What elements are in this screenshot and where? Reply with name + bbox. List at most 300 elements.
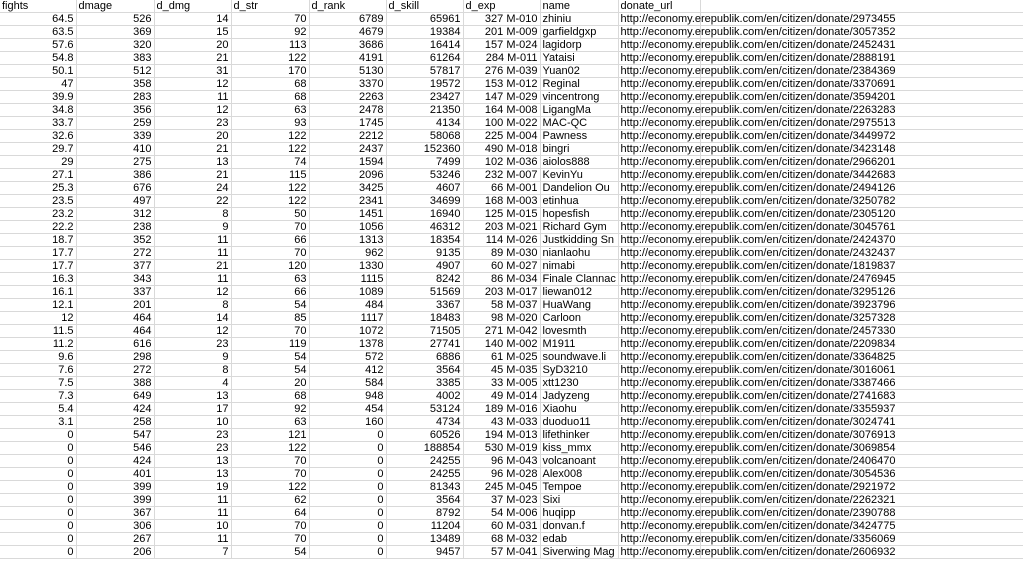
cell-name[interactable]: SyD3210 xyxy=(540,364,618,377)
cell-donate-url[interactable]: http://economy.erepublik.com/en/citizen/donate/1819837 xyxy=(618,260,700,273)
cell-dmage[interactable]: 320 xyxy=(76,39,154,52)
cell-d-str[interactable]: 64 xyxy=(231,507,309,520)
cell-fights[interactable]: 23.2 xyxy=(0,208,76,221)
cell-dmage[interactable]: 206 xyxy=(76,546,154,559)
cell-d-str[interactable]: 92 xyxy=(231,26,309,39)
cell-d-exp[interactable]: 225 M-004 xyxy=(463,130,540,143)
cell-d-dmg[interactable]: 11 xyxy=(154,533,231,546)
cell-d-skill[interactable]: 53246 xyxy=(386,169,463,182)
cell-d-skill[interactable]: 3564 xyxy=(386,364,463,377)
cell-d-rank[interactable]: 1115 xyxy=(309,273,386,286)
cell-d-exp[interactable]: 37 M-023 xyxy=(463,494,540,507)
cell-dmage[interactable]: 298 xyxy=(76,351,154,364)
column-header-d-str[interactable]: d_str xyxy=(231,0,309,13)
cell-donate-url[interactable]: http://economy.erepublik.com/en/citizen/donate/3250782 xyxy=(618,195,700,208)
cell-name[interactable]: Yuan02 xyxy=(540,65,618,78)
cell-d-rank[interactable]: 1117 xyxy=(309,312,386,325)
cell-d-dmg[interactable]: 23 xyxy=(154,442,231,455)
cell-fights[interactable]: 0 xyxy=(0,507,76,520)
cell-d-skill[interactable]: 46312 xyxy=(386,221,463,234)
cell-d-str[interactable]: 50 xyxy=(231,208,309,221)
cell-d-exp[interactable]: 164 M-008 xyxy=(463,104,540,117)
cell-name[interactable]: Sixi xyxy=(540,494,618,507)
cell-d-dmg[interactable]: 24 xyxy=(154,182,231,195)
cell-d-exp[interactable]: 102 M-036 xyxy=(463,156,540,169)
cell-d-rank[interactable]: 0 xyxy=(309,533,386,546)
cell-d-skill[interactable]: 6886 xyxy=(386,351,463,364)
cell-d-exp[interactable]: 284 M-011 xyxy=(463,52,540,65)
cell-d-dmg[interactable]: 20 xyxy=(154,130,231,143)
cell-d-skill[interactable]: 9135 xyxy=(386,247,463,260)
cell-name[interactable]: Justkidding Sn xyxy=(540,234,618,247)
cell-d-rank[interactable]: 2096 xyxy=(309,169,386,182)
cell-dmage[interactable]: 676 xyxy=(76,182,154,195)
cell-fights[interactable]: 22.2 xyxy=(0,221,76,234)
cell-d-exp[interactable]: 43 M-033 xyxy=(463,416,540,429)
cell-name[interactable]: kiss_mmx xyxy=(540,442,618,455)
cell-donate-url[interactable]: http://economy.erepublik.com/en/citizen/donate/3923796 xyxy=(618,299,700,312)
cell-d-skill[interactable]: 65961 xyxy=(386,13,463,26)
cell-d-rank[interactable]: 4191 xyxy=(309,52,386,65)
cell-d-exp[interactable]: 327 M-010 xyxy=(463,13,540,26)
cell-d-dmg[interactable]: 10 xyxy=(154,416,231,429)
cell-donate-url[interactable]: http://economy.erepublik.com/en/citizen/donate/3355937 xyxy=(618,403,700,416)
cell-d-exp[interactable]: 66 M-001 xyxy=(463,182,540,195)
cell-name[interactable]: Reginal xyxy=(540,78,618,91)
cell-dmage[interactable]: 526 xyxy=(76,13,154,26)
cell-dmage[interactable]: 283 xyxy=(76,91,154,104)
cell-fights[interactable]: 0 xyxy=(0,442,76,455)
cell-name[interactable]: aiolos888 xyxy=(540,156,618,169)
cell-d-rank[interactable]: 454 xyxy=(309,403,386,416)
cell-d-skill[interactable]: 11204 xyxy=(386,520,463,533)
cell-fights[interactable]: 32.6 xyxy=(0,130,76,143)
cell-d-exp[interactable]: 276 M-039 xyxy=(463,65,540,78)
cell-d-str[interactable]: 54 xyxy=(231,364,309,377)
cell-fights[interactable]: 11.2 xyxy=(0,338,76,351)
cell-fights[interactable]: 12 xyxy=(0,312,76,325)
cell-d-str[interactable]: 121 xyxy=(231,429,309,442)
cell-donate-url[interactable]: http://economy.erepublik.com/en/citizen/donate/2741683 xyxy=(618,390,700,403)
cell-d-rank[interactable]: 1330 xyxy=(309,260,386,273)
cell-d-dmg[interactable]: 9 xyxy=(154,351,231,364)
cell-dmage[interactable]: 383 xyxy=(76,52,154,65)
cell-name[interactable]: etinhua xyxy=(540,195,618,208)
cell-dmage[interactable]: 306 xyxy=(76,520,154,533)
cell-name[interactable]: Tempoe xyxy=(540,481,618,494)
cell-d-rank[interactable]: 1313 xyxy=(309,234,386,247)
cell-donate-url[interactable]: http://economy.erepublik.com/en/citizen/donate/2975513 xyxy=(618,117,700,130)
cell-d-exp[interactable]: 203 M-017 xyxy=(463,286,540,299)
cell-dmage[interactable]: 312 xyxy=(76,208,154,221)
cell-d-exp[interactable]: 61 M-025 xyxy=(463,351,540,364)
cell-d-rank[interactable]: 5130 xyxy=(309,65,386,78)
cell-dmage[interactable]: 546 xyxy=(76,442,154,455)
cell-dmage[interactable]: 267 xyxy=(76,533,154,546)
cell-dmage[interactable]: 547 xyxy=(76,429,154,442)
cell-d-str[interactable]: 122 xyxy=(231,182,309,195)
cell-d-rank[interactable]: 2437 xyxy=(309,143,386,156)
cell-d-str[interactable]: 115 xyxy=(231,169,309,182)
cell-d-skill[interactable]: 57817 xyxy=(386,65,463,78)
cell-donate-url[interactable]: http://economy.erepublik.com/en/citizen/donate/2476945 xyxy=(618,273,700,286)
cell-name[interactable]: Dandelion Ou xyxy=(540,182,618,195)
cell-donate-url[interactable]: http://economy.erepublik.com/en/citizen/donate/2966201 xyxy=(618,156,700,169)
cell-d-skill[interactable]: 9457 xyxy=(386,546,463,559)
cell-d-skill[interactable]: 4607 xyxy=(386,182,463,195)
cell-d-exp[interactable]: 98 M-020 xyxy=(463,312,540,325)
cell-name[interactable]: donvan.f xyxy=(540,520,618,533)
cell-d-rank[interactable]: 4679 xyxy=(309,26,386,39)
cell-d-skill[interactable]: 3564 xyxy=(386,494,463,507)
cell-name[interactable]: hopesfish xyxy=(540,208,618,221)
cell-d-str[interactable]: 122 xyxy=(231,143,309,156)
cell-d-dmg[interactable]: 15 xyxy=(154,26,231,39)
cell-fights[interactable]: 16.1 xyxy=(0,286,76,299)
cell-d-exp[interactable]: 271 M-042 xyxy=(463,325,540,338)
cell-d-rank[interactable]: 0 xyxy=(309,546,386,559)
cell-d-str[interactable]: 63 xyxy=(231,273,309,286)
cell-donate-url[interactable]: http://economy.erepublik.com/en/citizen/donate/3370691 xyxy=(618,78,700,91)
cell-d-dmg[interactable]: 10 xyxy=(154,520,231,533)
cell-dmage[interactable]: 649 xyxy=(76,390,154,403)
cell-d-exp[interactable]: 490 M-018 xyxy=(463,143,540,156)
cell-d-skill[interactable]: 24255 xyxy=(386,455,463,468)
cell-d-dmg[interactable]: 13 xyxy=(154,156,231,169)
cell-d-dmg[interactable]: 14 xyxy=(154,312,231,325)
cell-d-str[interactable]: 70 xyxy=(231,13,309,26)
cell-donate-url[interactable]: http://economy.erepublik.com/en/citizen/donate/3045761 xyxy=(618,221,700,234)
cell-d-exp[interactable]: 232 M-007 xyxy=(463,169,540,182)
cell-dmage[interactable]: 358 xyxy=(76,78,154,91)
cell-d-skill[interactable]: 58068 xyxy=(386,130,463,143)
cell-d-rank[interactable]: 0 xyxy=(309,494,386,507)
cell-d-skill[interactable]: 16414 xyxy=(386,39,463,52)
cell-dmage[interactable]: 367 xyxy=(76,507,154,520)
cell-donate-url[interactable]: http://economy.erepublik.com/en/citizen/donate/2209834 xyxy=(618,338,700,351)
cell-d-rank[interactable]: 962 xyxy=(309,247,386,260)
cell-d-dmg[interactable]: 7 xyxy=(154,546,231,559)
cell-d-str[interactable]: 63 xyxy=(231,416,309,429)
cell-dmage[interactable]: 464 xyxy=(76,312,154,325)
cell-donate-url[interactable]: http://economy.erepublik.com/en/citizen/donate/2262321 xyxy=(618,494,700,507)
cell-d-exp[interactable]: 100 M-022 xyxy=(463,117,540,130)
cell-d-str[interactable]: 68 xyxy=(231,78,309,91)
cell-d-skill[interactable]: 53124 xyxy=(386,403,463,416)
cell-name[interactable]: Jadyzeng xyxy=(540,390,618,403)
cell-fights[interactable]: 64.5 xyxy=(0,13,76,26)
cell-name[interactable]: Carloon xyxy=(540,312,618,325)
cell-d-str[interactable]: 70 xyxy=(231,221,309,234)
cell-donate-url[interactable]: http://economy.erepublik.com/en/citizen/donate/2494126 xyxy=(618,182,700,195)
column-header-donate-url[interactable]: donate_url xyxy=(618,0,700,13)
cell-d-skill[interactable]: 4907 xyxy=(386,260,463,273)
cell-d-rank[interactable]: 0 xyxy=(309,429,386,442)
column-header-d-exp[interactable]: d_exp xyxy=(463,0,540,13)
cell-dmage[interactable]: 512 xyxy=(76,65,154,78)
column-header-name[interactable]: name xyxy=(540,0,618,13)
cell-d-dmg[interactable]: 19 xyxy=(154,481,231,494)
cell-name[interactable]: KevinYu xyxy=(540,169,618,182)
cell-name[interactable]: duoduo11 xyxy=(540,416,618,429)
cell-fights[interactable]: 50.1 xyxy=(0,65,76,78)
cell-fights[interactable]: 3.1 xyxy=(0,416,76,429)
cell-fights[interactable]: 63.5 xyxy=(0,26,76,39)
cell-d-str[interactable]: 122 xyxy=(231,130,309,143)
cell-fights[interactable]: 0 xyxy=(0,520,76,533)
cell-donate-url[interactable]: http://economy.erepublik.com/en/citizen/donate/3076913 xyxy=(618,429,700,442)
cell-d-str[interactable]: 92 xyxy=(231,403,309,416)
cell-dmage[interactable]: 399 xyxy=(76,494,154,507)
cell-d-exp[interactable]: 49 M-014 xyxy=(463,390,540,403)
cell-d-dmg[interactable]: 11 xyxy=(154,234,231,247)
cell-dmage[interactable]: 424 xyxy=(76,403,154,416)
column-header-empty[interactable] xyxy=(700,0,1023,13)
cell-d-skill[interactable]: 4002 xyxy=(386,390,463,403)
cell-d-skill[interactable]: 152360 xyxy=(386,143,463,156)
cell-d-rank[interactable]: 1072 xyxy=(309,325,386,338)
cell-donate-url[interactable]: http://economy.erepublik.com/en/citizen/donate/3054536 xyxy=(618,468,700,481)
cell-d-exp[interactable]: 58 M-037 xyxy=(463,299,540,312)
cell-d-str[interactable]: 54 xyxy=(231,299,309,312)
cell-d-skill[interactable]: 18483 xyxy=(386,312,463,325)
cell-name[interactable]: vincentrong xyxy=(540,91,618,104)
cell-dmage[interactable]: 259 xyxy=(76,117,154,130)
column-header-d-skill[interactable]: d_skill xyxy=(386,0,463,13)
cell-d-skill[interactable]: 61264 xyxy=(386,52,463,65)
cell-donate-url[interactable]: http://economy.erepublik.com/en/citizen/donate/3016061 xyxy=(618,364,700,377)
cell-d-dmg[interactable]: 11 xyxy=(154,494,231,507)
cell-d-str[interactable]: 68 xyxy=(231,390,309,403)
cell-d-dmg[interactable]: 12 xyxy=(154,78,231,91)
cell-d-exp[interactable]: 68 M-032 xyxy=(463,533,540,546)
cell-dmage[interactable]: 616 xyxy=(76,338,154,351)
cell-d-rank[interactable]: 0 xyxy=(309,455,386,468)
cell-d-skill[interactable]: 21350 xyxy=(386,104,463,117)
cell-d-skill[interactable]: 8242 xyxy=(386,273,463,286)
cell-d-exp[interactable]: 203 M-021 xyxy=(463,221,540,234)
column-header-d-dmg[interactable]: d_dmg xyxy=(154,0,231,13)
cell-d-str[interactable]: 74 xyxy=(231,156,309,169)
cell-donate-url[interactable]: http://economy.erepublik.com/en/citizen/donate/3024741 xyxy=(618,416,700,429)
cell-donate-url[interactable]: http://economy.erepublik.com/en/citizen/donate/2424370 xyxy=(618,234,700,247)
cell-d-rank[interactable]: 0 xyxy=(309,520,386,533)
cell-d-skill[interactable]: 7499 xyxy=(386,156,463,169)
cell-d-rank[interactable]: 0 xyxy=(309,442,386,455)
cell-d-skill[interactable]: 19572 xyxy=(386,78,463,91)
cell-dmage[interactable]: 410 xyxy=(76,143,154,156)
cell-donate-url[interactable]: http://economy.erepublik.com/en/citizen/donate/2452431 xyxy=(618,39,700,52)
cell-donate-url[interactable]: http://economy.erepublik.com/en/citizen/donate/2921972 xyxy=(618,481,700,494)
cell-name[interactable]: huqipp xyxy=(540,507,618,520)
cell-name[interactable]: garfieldgxp xyxy=(540,26,618,39)
cell-d-rank[interactable]: 948 xyxy=(309,390,386,403)
cell-d-rank[interactable]: 1451 xyxy=(309,208,386,221)
cell-name[interactable]: MAC-QC xyxy=(540,117,618,130)
cell-fights[interactable]: 29 xyxy=(0,156,76,169)
cell-d-skill[interactable]: 3385 xyxy=(386,377,463,390)
cell-d-skill[interactable]: 3367 xyxy=(386,299,463,312)
cell-donate-url[interactable]: http://economy.erepublik.com/en/citizen/donate/3356069 xyxy=(618,533,700,546)
cell-d-skill[interactable]: 18354 xyxy=(386,234,463,247)
cell-d-skill[interactable]: 81343 xyxy=(386,481,463,494)
cell-name[interactable]: nianlaohu xyxy=(540,247,618,260)
cell-fights[interactable]: 0 xyxy=(0,468,76,481)
cell-d-str[interactable]: 122 xyxy=(231,195,309,208)
column-header-fights[interactable]: fights xyxy=(0,0,76,13)
cell-dmage[interactable]: 272 xyxy=(76,247,154,260)
cell-d-dmg[interactable]: 17 xyxy=(154,403,231,416)
cell-dmage[interactable]: 352 xyxy=(76,234,154,247)
cell-fights[interactable]: 33.7 xyxy=(0,117,76,130)
cell-fights[interactable]: 0 xyxy=(0,455,76,468)
cell-d-dmg[interactable]: 13 xyxy=(154,390,231,403)
cell-dmage[interactable]: 388 xyxy=(76,377,154,390)
cell-name[interactable]: Finale Clannac xyxy=(540,273,618,286)
cell-d-str[interactable]: 70 xyxy=(231,325,309,338)
cell-fights[interactable]: 0 xyxy=(0,546,76,559)
cell-d-exp[interactable]: 114 M-026 xyxy=(463,234,540,247)
cell-d-skill[interactable]: 23427 xyxy=(386,91,463,104)
cell-d-str[interactable]: 54 xyxy=(231,546,309,559)
cell-d-str[interactable]: 70 xyxy=(231,247,309,260)
cell-fights[interactable]: 54.8 xyxy=(0,52,76,65)
cell-d-str[interactable]: 62 xyxy=(231,494,309,507)
cell-d-str[interactable]: 20 xyxy=(231,377,309,390)
cell-dmage[interactable]: 386 xyxy=(76,169,154,182)
cell-dmage[interactable]: 356 xyxy=(76,104,154,117)
cell-fights[interactable]: 47 xyxy=(0,78,76,91)
cell-d-exp[interactable]: 153 M-012 xyxy=(463,78,540,91)
cell-name[interactable]: lagidorp xyxy=(540,39,618,52)
cell-d-dmg[interactable]: 31 xyxy=(154,65,231,78)
cell-name[interactable]: Yataisi xyxy=(540,52,618,65)
cell-donate-url[interactable]: http://economy.erepublik.com/en/citizen/donate/3295126 xyxy=(618,286,700,299)
cell-donate-url[interactable]: http://economy.erepublik.com/en/citizen/donate/2457330 xyxy=(618,325,700,338)
cell-d-rank[interactable]: 3370 xyxy=(309,78,386,91)
cell-d-exp[interactable]: 168 M-003 xyxy=(463,195,540,208)
cell-d-str[interactable]: 93 xyxy=(231,117,309,130)
cell-name[interactable]: M1911 xyxy=(540,338,618,351)
cell-d-str[interactable]: 66 xyxy=(231,234,309,247)
cell-dmage[interactable]: 343 xyxy=(76,273,154,286)
cell-donate-url[interactable]: http://economy.erepublik.com/en/citizen/donate/3442683 xyxy=(618,169,700,182)
cell-name[interactable]: Alex008 xyxy=(540,468,618,481)
cell-d-exp[interactable]: 54 M-006 xyxy=(463,507,540,520)
cell-d-rank[interactable]: 2478 xyxy=(309,104,386,117)
cell-dmage[interactable]: 369 xyxy=(76,26,154,39)
cell-d-rank[interactable]: 0 xyxy=(309,468,386,481)
cell-d-exp[interactable]: 201 M-009 xyxy=(463,26,540,39)
cell-d-rank[interactable]: 0 xyxy=(309,481,386,494)
cell-d-dmg[interactable]: 20 xyxy=(154,39,231,52)
cell-name[interactable]: LigangMa xyxy=(540,104,618,117)
cell-d-skill[interactable]: 8792 xyxy=(386,507,463,520)
cell-name[interactable]: volcanoant xyxy=(540,455,618,468)
cell-d-skill[interactable]: 19384 xyxy=(386,26,463,39)
cell-donate-url[interactable]: http://economy.erepublik.com/en/citizen/donate/2888191 xyxy=(618,52,700,65)
cell-d-dmg[interactable]: 21 xyxy=(154,52,231,65)
cell-d-dmg[interactable]: 23 xyxy=(154,338,231,351)
cell-donate-url[interactable]: http://economy.erepublik.com/en/citizen/donate/2390788 xyxy=(618,507,700,520)
cell-name[interactable]: Siverwing Mag xyxy=(540,546,618,559)
cell-d-str[interactable]: 122 xyxy=(231,481,309,494)
cell-d-rank[interactable]: 1594 xyxy=(309,156,386,169)
cell-donate-url[interactable]: http://economy.erepublik.com/en/citizen/donate/3594201 xyxy=(618,91,700,104)
cell-d-str[interactable]: 122 xyxy=(231,442,309,455)
cell-d-skill[interactable]: 34699 xyxy=(386,195,463,208)
cell-d-dmg[interactable]: 9 xyxy=(154,221,231,234)
cell-fights[interactable]: 17.7 xyxy=(0,260,76,273)
cell-d-exp[interactable]: 194 M-013 xyxy=(463,429,540,442)
cell-fights[interactable]: 17.7 xyxy=(0,247,76,260)
cell-fights[interactable]: 57.6 xyxy=(0,39,76,52)
cell-d-dmg[interactable]: 21 xyxy=(154,143,231,156)
cell-name[interactable]: xtt1230 xyxy=(540,377,618,390)
cell-d-rank[interactable]: 160 xyxy=(309,416,386,429)
cell-d-rank[interactable]: 1056 xyxy=(309,221,386,234)
cell-dmage[interactable]: 238 xyxy=(76,221,154,234)
column-header-d-rank[interactable]: d_rank xyxy=(309,0,386,13)
cell-dmage[interactable]: 399 xyxy=(76,481,154,494)
cell-d-dmg[interactable]: 12 xyxy=(154,325,231,338)
cell-d-dmg[interactable]: 13 xyxy=(154,468,231,481)
cell-donate-url[interactable]: http://economy.erepublik.com/en/citizen/donate/3423148 xyxy=(618,143,700,156)
cell-donate-url[interactable]: http://economy.erepublik.com/en/citizen/donate/2406470 xyxy=(618,455,700,468)
cell-d-dmg[interactable]: 11 xyxy=(154,507,231,520)
cell-d-str[interactable]: 70 xyxy=(231,520,309,533)
cell-d-exp[interactable]: 89 M-030 xyxy=(463,247,540,260)
cell-d-dmg[interactable]: 22 xyxy=(154,195,231,208)
cell-fights[interactable]: 23.5 xyxy=(0,195,76,208)
cell-donate-url[interactable]: http://economy.erepublik.com/en/citizen/donate/2973455 xyxy=(618,13,700,26)
cell-d-rank[interactable]: 2212 xyxy=(309,130,386,143)
cell-name[interactable]: bingri xyxy=(540,143,618,156)
cell-dmage[interactable]: 258 xyxy=(76,416,154,429)
cell-d-str[interactable]: 70 xyxy=(231,455,309,468)
cell-name[interactable]: liewan012 xyxy=(540,286,618,299)
cell-dmage[interactable]: 275 xyxy=(76,156,154,169)
cell-d-rank[interactable]: 0 xyxy=(309,507,386,520)
cell-d-exp[interactable]: 125 M-015 xyxy=(463,208,540,221)
cell-name[interactable]: lifethinker xyxy=(540,429,618,442)
cell-d-str[interactable]: 70 xyxy=(231,468,309,481)
cell-d-str[interactable]: 68 xyxy=(231,91,309,104)
cell-d-exp[interactable]: 57 M-041 xyxy=(463,546,540,559)
cell-donate-url[interactable]: http://economy.erepublik.com/en/citizen/donate/3057352 xyxy=(618,26,700,39)
cell-d-exp[interactable]: 33 M-005 xyxy=(463,377,540,390)
cell-donate-url[interactable]: http://economy.erepublik.com/en/citizen/donate/2305120 xyxy=(618,208,700,221)
cell-d-rank[interactable]: 2341 xyxy=(309,195,386,208)
cell-d-rank[interactable]: 584 xyxy=(309,377,386,390)
cell-fights[interactable]: 7.6 xyxy=(0,364,76,377)
cell-d-exp[interactable]: 45 M-035 xyxy=(463,364,540,377)
cell-fights[interactable]: 11.5 xyxy=(0,325,76,338)
cell-d-str[interactable]: 120 xyxy=(231,260,309,273)
cell-d-exp[interactable]: 86 M-034 xyxy=(463,273,540,286)
cell-dmage[interactable]: 337 xyxy=(76,286,154,299)
cell-d-rank[interactable]: 412 xyxy=(309,364,386,377)
cell-fights[interactable]: 29.7 xyxy=(0,143,76,156)
cell-d-skill[interactable]: 71505 xyxy=(386,325,463,338)
cell-fights[interactable]: 0 xyxy=(0,533,76,546)
cell-d-skill[interactable]: 60526 xyxy=(386,429,463,442)
cell-d-dmg[interactable]: 8 xyxy=(154,364,231,377)
cell-d-str[interactable]: 54 xyxy=(231,351,309,364)
cell-d-exp[interactable]: 189 M-016 xyxy=(463,403,540,416)
cell-d-dmg[interactable]: 23 xyxy=(154,429,231,442)
cell-dmage[interactable]: 201 xyxy=(76,299,154,312)
